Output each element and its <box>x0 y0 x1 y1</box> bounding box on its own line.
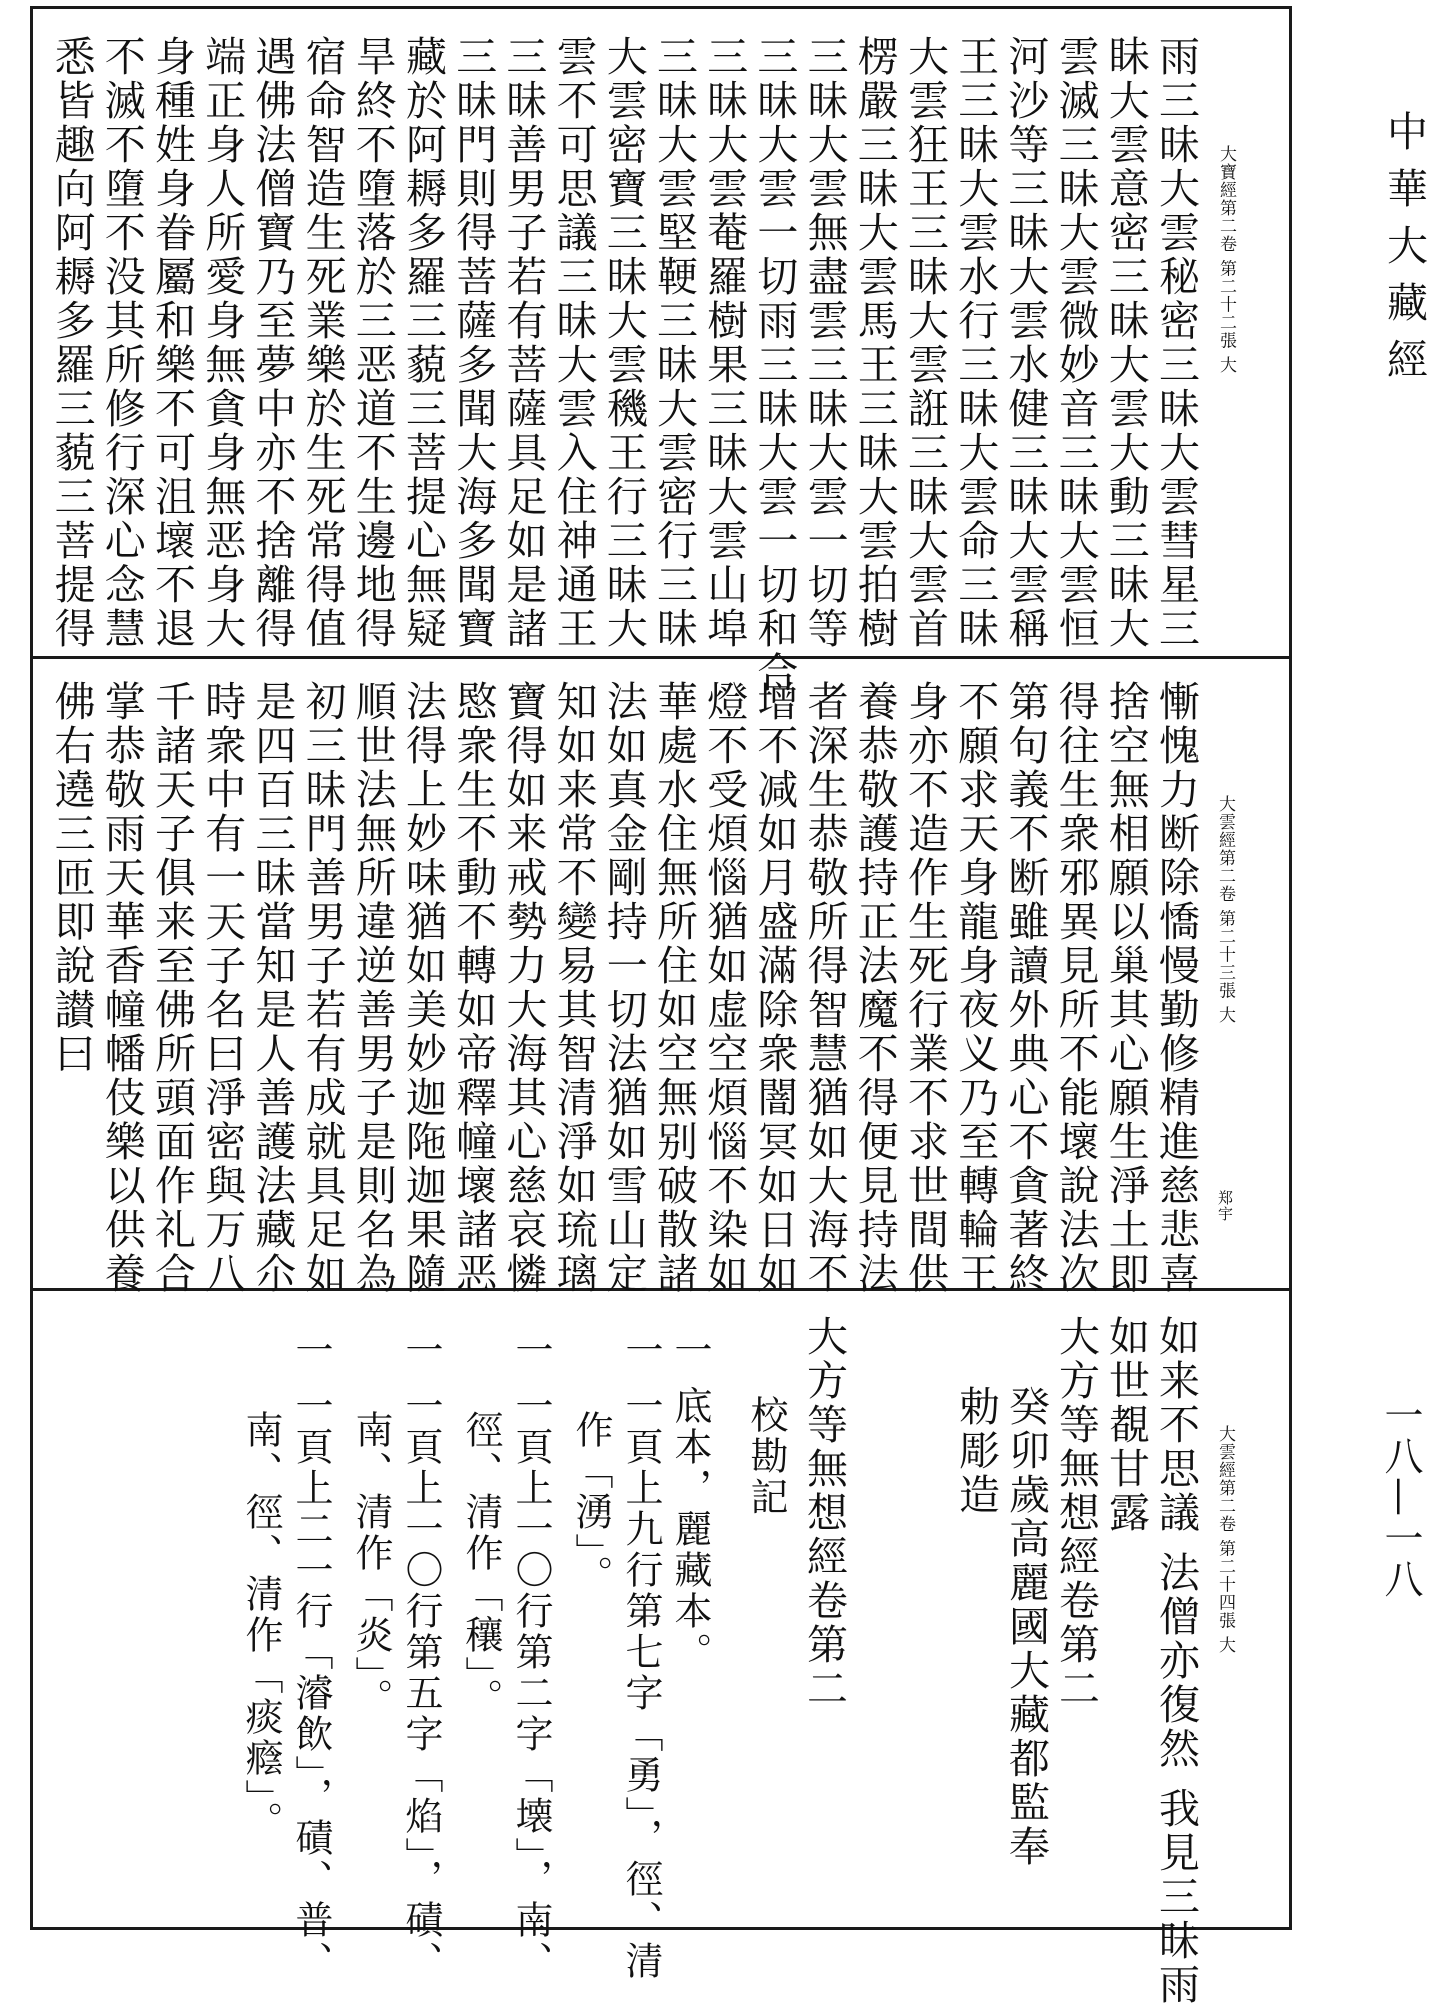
panel3-column-9: 一 一頁上九行第七字「勇」，徑、清 <box>619 1330 663 1983</box>
panel1-column-3: 雲滅三昧大雲微妙音三昧大雲恒 <box>1051 35 1100 651</box>
panel2-column-12: 法如真金剛持一切法猶如雪山定 <box>599 680 648 1296</box>
panel1-column-20: 端正身人所愛身無貪身無恶身大 <box>198 35 247 651</box>
panel1-column-16: 藏於阿耨多羅三藐三菩提心無疑 <box>399 35 447 651</box>
panel1-column-23: 悉皆趣向阿耨多羅三藐三菩提得 <box>47 35 96 651</box>
panel3-column-14: 南、清作「炎」。 <box>349 1410 393 1719</box>
panel1-column-8: 三昧大雲無盡雲三昧大雲一切等 <box>800 35 849 651</box>
panel1-column-14: 三昧善男子若有菩薩具足如是諸 <box>499 35 548 651</box>
panel2-column-15: 愍衆生不動不轉如帝釋幢壞諸恶 <box>449 680 498 1296</box>
panel3-column-1: 如来不思議 法僧亦復然 我見三昧雨 <box>1152 1315 1200 2007</box>
panel3-column-15: 一 一頁上二一行「濬飲」，磧、普、 <box>289 1330 333 1983</box>
panel1-column-7: 楞嚴三昧大雲馬王三昧大雲拍樹 <box>850 35 899 651</box>
panel2-column-2: 捨空無相願以巢其心願生淨土即 <box>1101 680 1150 1296</box>
panel3-column-7: 校勘記 <box>744 1395 788 1518</box>
panel1-column-4: 河沙等三昧大雲水健三昧大雲稱 <box>1001 35 1050 651</box>
panel-2-header-extra: 郑宇 <box>1216 1190 1234 1222</box>
panel2-column-16: 法得上妙味猶如美妙迦陁迦果隨 <box>399 680 447 1296</box>
panel1-column-22: 不滅不墮不没其所修行深心念慧 <box>97 35 146 651</box>
panel3-column-12: 徑、清作「穰」。 <box>459 1410 503 1719</box>
panel3-column-5: 勅彫造 <box>952 1385 1000 1517</box>
panel1-column-13: 雲不可思議三昧大雲入住神通王 <box>549 35 598 651</box>
panel1-column-10: 三昧大雲菴羅樹果三昧大雲山埠 <box>700 35 749 651</box>
panel2-column-14: 寶得如来戒勢力大海其心慈哀憐 <box>499 680 548 1296</box>
panel3-column-16: 南、徑、清作「痰癊」。 <box>239 1410 283 1842</box>
panel2-column-23: 佛右遶三匝即說讃曰 <box>47 680 96 1076</box>
panel3-column-8: 一 底本，麗藏本。 <box>668 1330 712 1674</box>
panel-divider-1 <box>33 656 1289 659</box>
panel1-column-15: 三昧門則得菩薩多聞大海多聞寶 <box>449 35 498 651</box>
panel-3-header: 大雲經第二卷 第二十四張 大 <box>1215 1425 1235 1654</box>
panel2-column-9: 增不减如月盛滿除衆闇冥如日如 <box>750 680 799 1296</box>
page-number: 一八—一八 <box>1378 1395 1423 1600</box>
panel3-column-2: 如世覩甘露 <box>1102 1315 1150 1535</box>
panel3-column-3: 大方等無想經卷第二 <box>1052 1315 1100 1711</box>
panel2-column-18: 初三昧門善男子若有成就具足如 <box>298 680 347 1296</box>
panel1-column-21: 身種姓身眷屬和樂不可沮壞不退 <box>148 35 196 651</box>
panel2-column-19: 是四百三昧當知是人善護法藏尒 <box>248 680 297 1296</box>
panel2-column-8: 者深生恭敬所得智慧猶如大海不 <box>800 680 849 1296</box>
panel1-column-18: 宿命智造生死業樂於生死常得值 <box>298 35 347 651</box>
panel1-column-19: 遇佛法僧寶乃至夢中亦不捨離得 <box>248 35 297 651</box>
panel2-column-1: 慚愧力断除憍慢勤修精進慈悲喜 <box>1152 680 1200 1296</box>
panel3-column-4: 癸卯歲高麗國大藏都監奉 <box>1002 1385 1050 1869</box>
panel3-column-6: 大方等無想經卷第二 <box>800 1315 848 1711</box>
panel3-column-10: 作「湧」。 <box>569 1410 613 1596</box>
panel1-column-11: 三昧大雲堅鞕三昧大雲密行三昧 <box>650 35 698 651</box>
panel2-column-4: 第句義不断雖讀外典心不貪著終 <box>1001 680 1050 1296</box>
panel2-column-20: 時衆中有一天子名曰淨密與万八 <box>198 680 247 1296</box>
panel2-column-3: 得往生衆邪異見所不能壞說法次 <box>1051 680 1100 1296</box>
panel3-column-13: 一 一頁上一〇行第五字「焰」，磧、 <box>399 1330 443 1983</box>
panel1-column-6: 大雲狂王三昧大雲誑三昧大雲首 <box>901 35 949 651</box>
panel2-column-17: 順世法無所違逆善男子是則名為 <box>348 680 397 1296</box>
side-title: 中華大藏經 <box>1380 110 1428 395</box>
panel-2-header: 大雲經第二卷 第二十三張 大 <box>1215 795 1235 1024</box>
panel1-column-9: 三昧大雲一切雨三昧大雲一切和合 <box>750 35 799 695</box>
panel2-column-10: 燈不受煩惱猶如虚空煩惱不染如 <box>700 680 749 1296</box>
panel2-column-13: 知如来常不變易其智清淨如琉璃 <box>549 680 598 1296</box>
panel1-column-5: 王三昧大雲水行三昧大雲命三昧 <box>951 35 1000 651</box>
panel2-column-5: 不願求天身龍身夜义乃至轉輪王 <box>951 680 1000 1296</box>
panel1-column-17: 旱終不墮落於三恶道不生邊地得 <box>348 35 397 651</box>
panel2-column-6: 身亦不造作生死行業不求世間供 <box>901 680 949 1296</box>
panel1-column-1: 雨三昧大雲秘密三昧大雲彗星三 <box>1152 35 1200 651</box>
panel2-column-22: 掌恭敬雨天華香幢幡伎樂以供養 <box>97 680 146 1296</box>
panel2-column-7: 養恭敬護持正法魔不得便見持法 <box>850 680 899 1296</box>
panel1-column-2: 眛大雲意密三昧大雲大動三昧大 <box>1101 35 1150 651</box>
panel2-column-21: 千諸天子俱来至佛所頭面作礼合 <box>148 680 196 1296</box>
panel-1-header: 大寶經第二卷 第二十二張 大 <box>1216 145 1236 374</box>
panel2-column-11: 華處水住無所住如空無别破散諸 <box>650 680 698 1296</box>
panel3-column-11: 一 一頁上一〇行第二字「壊」，南、 <box>509 1330 553 1983</box>
panel1-column-12: 大雲密寶三昧大雲穖王行三昧大 <box>599 35 648 651</box>
